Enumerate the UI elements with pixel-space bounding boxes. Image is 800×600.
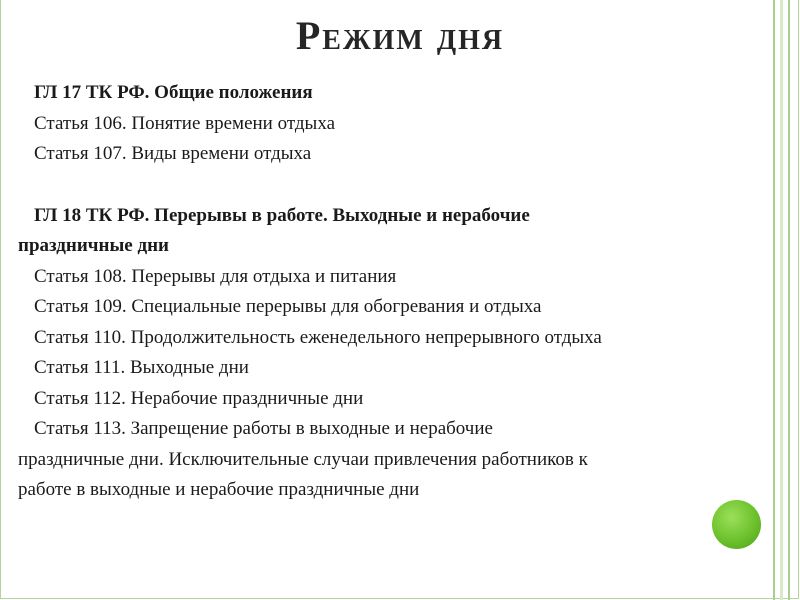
chapter-18-heading-continued: праздничные дни: [18, 235, 169, 256]
slide-body: [18, 78, 758, 506]
decorative-side-bar: [773, 0, 790, 600]
chapter-17-heading: ГЛ 17 ТК РФ. Общие положения: [34, 82, 313, 103]
article-112: Статья 112. Нерабочие праздничные дни: [34, 387, 364, 409]
article-113-continued-2: работе в выходные и нерабочие праздничные дни: [18, 479, 420, 500]
article-110: Статья 110. Продолжительность еженедельного непрерывного отдыха: [34, 326, 602, 348]
article-106: Статья 106. Понятие времени отдыха: [34, 112, 336, 134]
paragraph-spacer: [18, 170, 758, 201]
article-113-continued: праздничные дни. Исключительные случаи привлечения работников к: [18, 448, 588, 470]
article-107: Статья 107. Виды времени отдыха: [34, 143, 312, 164]
green-circle-decoration: [712, 500, 761, 549]
slide-title: Режим дня: [295, 13, 505, 58]
article-111: Статья 111. Выходные дни: [34, 357, 249, 378]
article-108: Статья 108. Перерывы для отдыха и питания: [34, 265, 397, 287]
article-109: Статья 109. Специальные перерывы для обогревания и отдыха: [34, 296, 542, 317]
article-113: Статья 113. Запрещение работы в выходные и нерабочие: [34, 418, 493, 439]
chapter-18-heading: ГЛ 18 ТК РФ. Перерывы в работе. Выходные и нерабочие: [34, 204, 530, 226]
